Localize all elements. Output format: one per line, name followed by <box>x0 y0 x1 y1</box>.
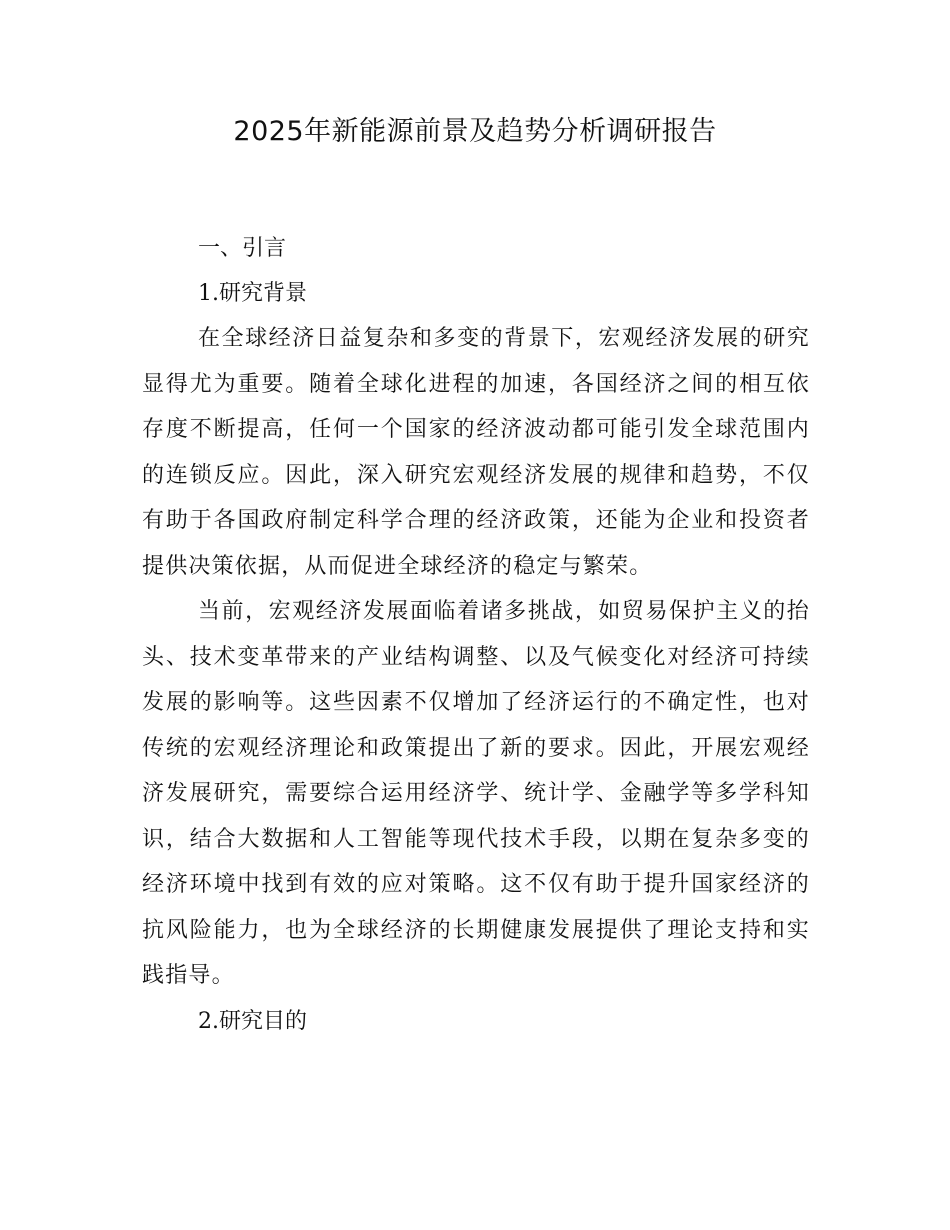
paragraph-background-2: 当前，宏观经济发展面临着诸多挑战，如贸易保护主义的抬头、技术变革带来的产业结构调整、以及气候变化对经济可持续发展的影响等。这些因素不仅增加了经济运行的不确定性，也对传统的宏观经济理论和政策提出了新的要求。因此，开展宏观经济发展研究，需要综合运用经济学、统计学、金融学等多学科知识，结合大数据和人工智能等现代技术手段，以期在复杂多变的经济环境中找到有效的应对策略。这不仅有助于提升国家经济的抗风险能力，也为全球经济的长期健康发展提供了理论支持和实践指导。 <box>142 599 810 988</box>
subsection-heading-background: 1.研究背景 <box>198 281 307 306</box>
paragraph-background-1: 在全球经济日益复杂和多变的背景下，宏观经济发展的研究显得尤为重要。随着全球化进程的加速，各国经济之间的相互依存度不断提高，任何一个国家的经济波动都可能引发全球范围内的连锁反应。因此，深入研究宏观经济发展的规律和趋势，不仅有助于各国政府制定科学合理的经济政策，还能为企业和投资者提供决策依据，从而促进全球经济的稳定与繁荣。 <box>142 326 810 579</box>
document-body <box>142 226 810 1044</box>
section-heading-introduction: 一、引言 <box>198 236 287 261</box>
subsection-heading-purpose: 2.研究目的 <box>198 1008 307 1034</box>
document-title: 2025年新能源前景及趋势分析调研报告 <box>233 116 717 147</box>
